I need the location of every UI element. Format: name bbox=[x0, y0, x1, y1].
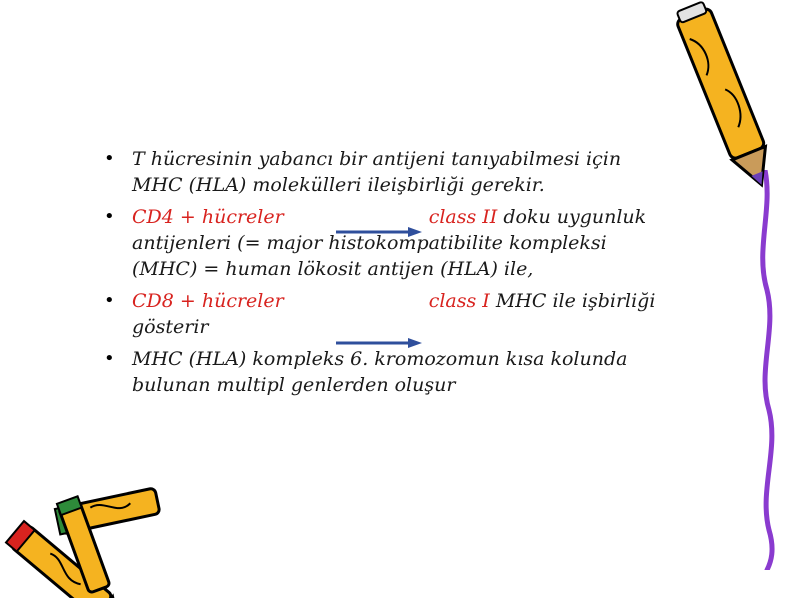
bullet-text: MHC ile işbirliği gösterir bbox=[132, 290, 656, 338]
bullet-item bbox=[104, 346, 674, 398]
bullet-item bbox=[104, 204, 674, 282]
bullet-text: doku uygunluk antijenleri (= major histokompatibilite kompleksi (MHC) = human lökosit antijen (HLA) ile, bbox=[132, 206, 647, 280]
crayon-icon bbox=[0, 478, 175, 598]
mhc-class-label: class II bbox=[428, 206, 498, 228]
bullet-item bbox=[104, 146, 674, 198]
purple-squiggle-line bbox=[745, 170, 785, 570]
bullet-dot: • bbox=[104, 148, 115, 169]
bullet-dot: • bbox=[104, 206, 115, 227]
bullet-item bbox=[104, 288, 674, 340]
bullet-text: MHC (HLA) kompleks 6. kromozomun kısa kolunda bulunan multipl genlerden oluşur bbox=[132, 348, 628, 396]
mhc-class-label: class I bbox=[428, 290, 490, 312]
cell-type-label: CD4 + hücreler bbox=[132, 206, 284, 228]
cell-type-label: CD8 + hücreler bbox=[132, 290, 284, 312]
bullet-list bbox=[104, 146, 674, 404]
bullet-dot: • bbox=[104, 348, 115, 369]
pencil-icon bbox=[668, 0, 783, 195]
bullet-text: T hücresinin yabancı bir antijeni tanıyabilmesi için MHC (HLA) molekülleri ileişbirliği gerekir. bbox=[132, 148, 622, 196]
bullet-dot: • bbox=[104, 290, 115, 311]
